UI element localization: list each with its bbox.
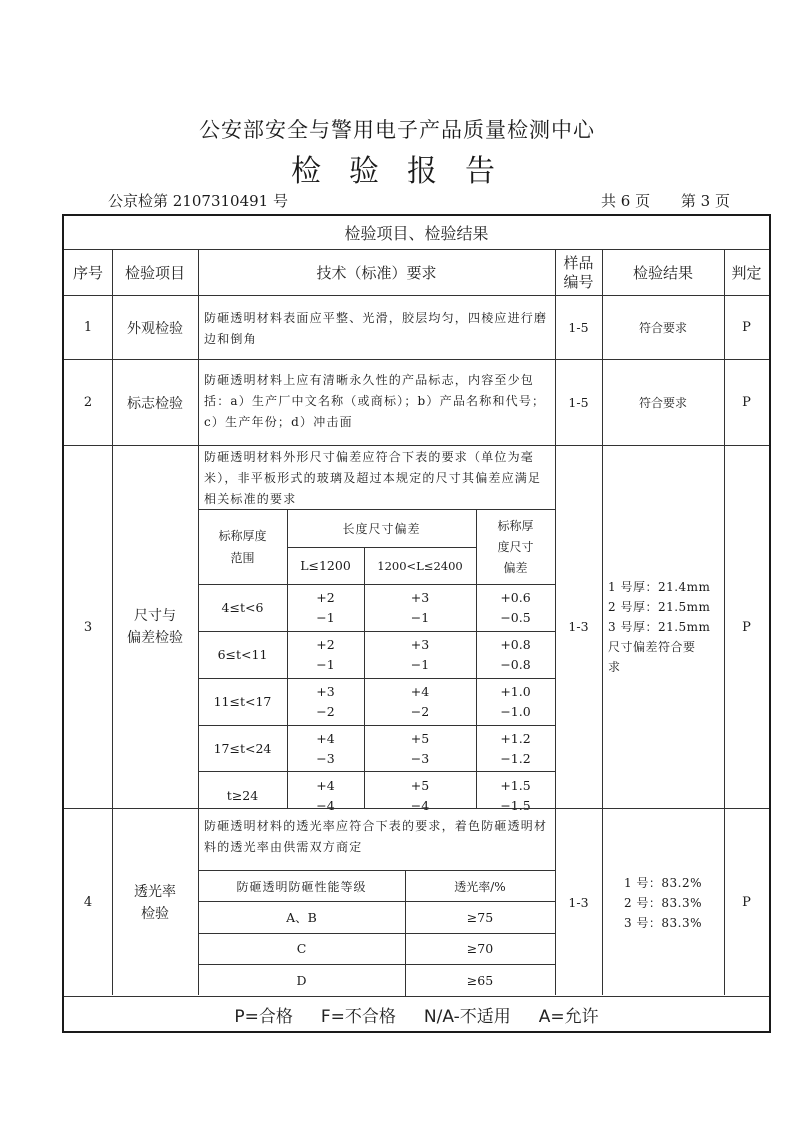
subtable-header-thickness-line3: 偏差 [503, 560, 528, 575]
row-result [602, 809, 724, 996]
row-verdict: P [742, 320, 751, 335]
deviation-value [287, 773, 364, 819]
thickness-range: 6≤t<11 [217, 647, 268, 662]
row-seq: 3 [83, 619, 93, 635]
row-item-line2: 偏差检验 [127, 630, 183, 646]
protection-grade: A、B [286, 909, 317, 925]
result-line: 1 号厚：21.4mm [608, 580, 711, 594]
deviation-value [476, 726, 555, 772]
legend-pass: P=合格 [234, 1006, 293, 1027]
row-requirement: 防砸透明材料外形尺寸偏差应符合下表的要求（单位为毫米），非平板形式的玻璃及超过本规定的尺寸其偏差应满足相关标准的要求 [204, 450, 542, 506]
row-requirement: 防砸透明材料的透光率应符合下表的要求，着色防砸透明材料的透光率由供需双方商定 [204, 819, 548, 854]
row-requirement: 防砸透明材料上应有清晰永久性的产品标志，内容至少包括：a）生产厂中文名称（或商标）；b）产品名称和代号；c）生产年份；d）冲击面 [204, 373, 546, 429]
row-result [602, 446, 724, 808]
deviation-value [364, 632, 476, 678]
subtable-header-l1: L≤1200 [300, 558, 351, 573]
subtable-header-thickness [476, 510, 555, 584]
subtable-header-range-line2: 范围 [230, 551, 255, 565]
col-header-requirement: 技术（标准）要求 [316, 264, 437, 282]
deviation-plus: +5 [410, 778, 430, 793]
document-title: 检验报告 [291, 154, 523, 189]
protection-grade: D [296, 972, 307, 988]
row-item: 外观检验 [127, 320, 183, 337]
subtable-header-rate: 透光率/% [454, 879, 506, 894]
deviation-plus: +5 [410, 731, 430, 746]
deviation-minus: −1.0 [500, 704, 531, 719]
result-line: 3 号厚：21.5mm [608, 620, 711, 634]
deviation-plus: +0.8 [500, 637, 531, 652]
col-header-item: 检验项目 [124, 264, 185, 282]
deviation-plus: +3 [410, 590, 430, 605]
deviation-plus: +1.0 [500, 684, 531, 699]
deviation-minus: −1.5 [500, 798, 531, 813]
row-result: 符合要求 [638, 321, 687, 335]
legend [64, 997, 769, 1031]
row-item-line1: 尺寸与 [134, 608, 176, 624]
row-item [112, 809, 198, 996]
deviation-value [476, 585, 555, 631]
deviation-value [476, 679, 555, 725]
subtable-header-l2: 1200<L≤2400 [377, 559, 463, 573]
deviation-minus: −1 [410, 610, 430, 625]
page-info [575, 190, 730, 211]
row-result: 符合要求 [638, 396, 687, 410]
row-verdict: P [742, 619, 751, 635]
deviation-minus: −1 [410, 657, 430, 672]
row-sample-no: 1-3 [568, 619, 589, 634]
result-line: 2 号厚：21.5mm [608, 600, 711, 614]
thickness-range: 4≤t<6 [221, 600, 264, 615]
current-page: 第 3 页 [680, 192, 730, 210]
deviation-minus: −4 [410, 798, 430, 813]
deviation-plus: +0.6 [500, 590, 531, 605]
deviation-minus: −2 [410, 704, 430, 719]
deviation-minus: −0.5 [500, 610, 531, 625]
deviation-plus: +4 [316, 778, 335, 793]
deviation-value [476, 773, 555, 819]
deviation-plus: +2 [316, 590, 335, 605]
row-sample-no: 1-5 [568, 319, 589, 335]
result-line: 1 号：83.2% [623, 875, 703, 890]
row-seq: 4 [83, 895, 93, 910]
row-item [112, 446, 198, 808]
deviation-plus: +1.2 [500, 731, 531, 746]
deviation-value [287, 585, 364, 631]
subtable-header-grade: 防砸透明防砸性能等级 [236, 879, 367, 894]
deviation-plus: +3 [316, 684, 335, 699]
deviation-value [364, 773, 476, 819]
legend-fail: F=不合格 [320, 1006, 396, 1027]
col-header-sample-no-line2: 编号 [563, 272, 594, 291]
deviation-minus: −2 [316, 704, 335, 719]
deviation-value [287, 726, 364, 772]
thickness-range: t≥24 [226, 788, 259, 803]
result-line: 求 [608, 660, 621, 674]
deviation-value [364, 585, 476, 631]
inspection-table [62, 214, 771, 1033]
result-line: 2 号：83.3% [623, 895, 703, 910]
protection-grade: C [296, 941, 307, 956]
col-header-result: 检验结果 [632, 264, 693, 282]
result-line: 3 号：83.3% [623, 915, 703, 930]
deviation-plus: +4 [316, 731, 335, 746]
deviation-minus: −1 [316, 610, 335, 625]
organization-name: 公安部安全与警用电子产品质量检测中心 [199, 118, 595, 142]
subtable-header-thickness-line2: 度尺寸 [497, 539, 534, 554]
result-line: 尺寸偏差符合要 [608, 640, 696, 654]
thickness-range: 17≤t<24 [213, 741, 272, 756]
row-sample-no: 1-3 [568, 894, 589, 910]
legend-allowed: A=允许 [538, 1006, 599, 1027]
row-requirement: 防砸透明材料表面应平整、光滑，胶层均匀，四棱应进行磨边和倒角 [204, 311, 548, 346]
row-verdict: P [742, 395, 751, 410]
deviation-value [287, 632, 364, 678]
transmittance-min: ≥75 [466, 909, 494, 925]
deviation-minus: −4 [316, 798, 335, 813]
deviation-value [476, 632, 555, 678]
col-header-verdict: 判定 [731, 264, 762, 282]
subtable-header-range-line1: 标称厚度 [218, 529, 267, 543]
total-pages: 共 6 页 [601, 192, 651, 210]
deviation-minus: −3 [410, 751, 430, 766]
deviation-plus: +1.5 [500, 778, 531, 793]
row-seq: 2 [83, 395, 93, 410]
col-header-sample-no-line1: 样品 [563, 253, 594, 272]
deviation-plus: +2 [316, 637, 335, 652]
deviation-minus: −0.8 [500, 657, 531, 672]
row-result-lines [624, 873, 702, 933]
transmittance-min: ≥70 [466, 941, 494, 956]
row-result-lines [608, 577, 710, 677]
deviation-minus: −3 [316, 751, 335, 766]
subtable-header-thickness-line1: 标称厚 [497, 518, 534, 533]
deviation-minus: −1 [316, 657, 335, 672]
row-sample-no: 1-5 [568, 394, 589, 410]
subtable-header-range [198, 510, 287, 584]
deviation-value [364, 726, 476, 772]
report-number: 公京检第 2107310491 号 [108, 192, 288, 210]
row-seq: 1 [83, 320, 93, 335]
deviation-minus: −1.2 [500, 751, 531, 766]
legend-not-applicable: N/A-不适用 [423, 1006, 511, 1027]
row-item-line1: 透光率 [134, 883, 176, 900]
row-item: 标志检验 [127, 395, 183, 412]
deviation-plus: +4 [410, 684, 430, 699]
deviation-plus: +3 [410, 637, 430, 652]
col-header-seq: 序号 [72, 264, 103, 282]
row-item-line2: 检验 [141, 905, 169, 922]
deviation-value [287, 679, 364, 725]
transmittance-min: ≥65 [466, 972, 494, 988]
subtable-header-length: 长度尺寸偏差 [342, 522, 421, 536]
row-verdict: P [742, 895, 751, 910]
section-title: 检验项目、检验结果 [344, 224, 489, 243]
col-header-sample-no [555, 250, 602, 295]
deviation-value [364, 679, 476, 725]
thickness-range: 11≤t<17 [213, 694, 272, 709]
